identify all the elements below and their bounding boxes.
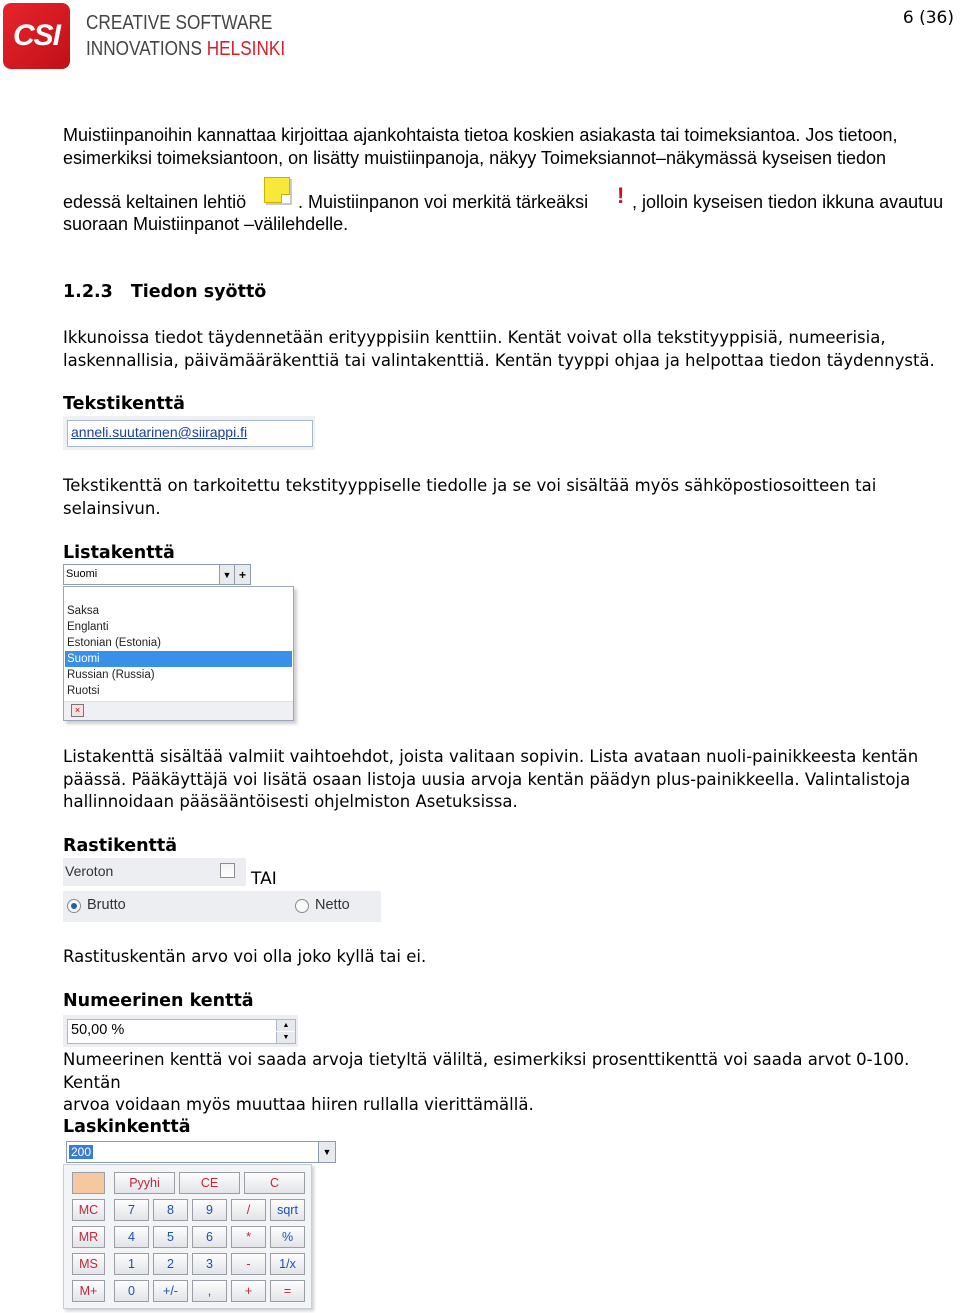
key-sqrt[interactable]: sqrt: [270, 1199, 305, 1221]
key-9[interactable]: 9: [192, 1199, 227, 1221]
key-plus-minus[interactable]: +/-: [153, 1280, 188, 1302]
key-ms[interactable]: MS: [72, 1253, 105, 1275]
key-4[interactable]: 4: [114, 1226, 149, 1248]
key-plus[interactable]: +: [231, 1280, 266, 1302]
memory-indicator: [72, 1172, 105, 1194]
checkfield-heading: Rastikenttä: [63, 836, 178, 856]
section-paragraph: Ikkunoissa tiedot täydennetään erityyppisiin kenttiin. Kentät voivat olla tekstityyppisiä, numeerisia, laskennallisia, päivämääräkenttiä tai valintakenttiä. Kentän tyyppi ohjaa ja helpottaa tiedon täydennystä.: [63, 328, 935, 370]
logo-line-1: CREATIVE SOFTWARE: [86, 12, 273, 34]
key-6[interactable]: 6: [192, 1226, 227, 1248]
clear-icon[interactable]: ×: [71, 704, 84, 717]
calculator-field[interactable]: [66, 1141, 336, 1163]
list-item-selected[interactable]: Suomi: [65, 651, 292, 667]
list-item[interactable]: Englanti: [67, 621, 109, 633]
spin-up-icon[interactable]: ▲: [276, 1020, 295, 1031]
numfield-description: Numeerinen kenttä voi saada arvoja tietyltä väliltä, esimerkiksi prosenttikenttä voi saada arvot 0-100. Kentän arvoa voidaan myös muuttaa hiiren rullalla vierittämällä.: [63, 1050, 910, 1114]
key-2[interactable]: 2: [153, 1253, 188, 1275]
spin-down-icon[interactable]: ▼: [276, 1032, 295, 1043]
key-ce[interactable]: CE: [179, 1172, 240, 1194]
list-item[interactable]: Saksa: [67, 605, 99, 617]
brutto-radio[interactable]: [67, 899, 81, 913]
radio-row: [63, 891, 381, 922]
netto-label: Netto: [315, 897, 350, 913]
calculator-value: 200: [71, 1145, 92, 1159]
key-8[interactable]: 8: [153, 1199, 188, 1221]
key-5[interactable]: 5: [153, 1226, 188, 1248]
key-equals[interactable]: =: [270, 1280, 305, 1302]
checkbox-row: [63, 858, 246, 886]
key-clear-all[interactable]: Pyyhi: [114, 1172, 175, 1194]
logo-wordmark: [86, 10, 285, 62]
key-c[interactable]: C: [244, 1172, 305, 1194]
section-heading: 1.2.3 Tiedon syöttö: [63, 282, 267, 302]
key-0[interactable]: 0: [114, 1280, 149, 1302]
intro-paragraph: Muistiinpanoihin kannattaa kirjoittaa ajankohtaista tietoa koskien asiakasta tai toimeksiantoa. Jos tietoon, esimerkiksi toimeksiantoon, on lisätty muistiinpanoja, näkyy Toimeksiannot–näkymässä kyseisen tiedon: [63, 125, 898, 168]
netto-radio[interactable]: [295, 899, 309, 913]
key-percent[interactable]: %: [270, 1226, 305, 1248]
dropdown-arrow-icon[interactable]: ▼: [219, 565, 234, 584]
key-mplus[interactable]: M+: [72, 1280, 105, 1302]
listfield-description: Listakenttä sisältää valmiit vaihtoehdot, joista valitaan sopivin. Lista avataan nuoli-painikkeesta kentän päässä. Pääkäyttäjä voi lisätä osaan listoja uusia arvoja kentän päädyn plus-painikkeella. Valintalistoja hallinnoidaan pääsääntöisesti ohjelmiston Asetuksissa.: [63, 747, 919, 811]
list-item[interactable]: Ruotsi: [67, 685, 100, 697]
calculator-toggle-arrow-icon[interactable]: ▼: [318, 1142, 335, 1162]
key-mc[interactable]: MC: [72, 1199, 105, 1221]
language-combo[interactable]: [63, 564, 251, 585]
intro-line-3c: , jolloin kyseisen tiedon ikkuna avautuu: [632, 192, 944, 212]
add-value-button[interactable]: +: [234, 565, 250, 584]
list-item[interactable]: Russian (Russia): [67, 669, 155, 681]
key-minus[interactable]: -: [231, 1253, 266, 1275]
csi-logo: CSI: [3, 3, 70, 69]
textfield-description: Tekstikenttä on tarkoitettu tekstityyppiselle tiedolle ja se voi sisältää myös sähköpostiosoitteen tai selainsivun.: [63, 476, 877, 518]
key-divide[interactable]: /: [231, 1199, 266, 1221]
exclamation-icon: !: [617, 183, 625, 208]
dropdown-footer: [64, 701, 293, 720]
percent-numeric-field[interactable]: [67, 1019, 296, 1044]
brutto-label: Brutto: [87, 897, 126, 913]
key-reciprocal[interactable]: 1/x: [270, 1253, 305, 1275]
or-text: TAI: [251, 869, 277, 889]
logo-line-2: INNOVATIONS HELSINKI: [86, 38, 286, 60]
key-comma[interactable]: ,: [192, 1280, 227, 1302]
yellow-note-icon: [264, 177, 290, 203]
checkfield-description: Rastituskentän arvo voi olla joko kyllä tai ei.: [63, 947, 427, 966]
textfield-heading: Tekstikenttä: [63, 394, 185, 414]
email-text-field[interactable]: anneli.suutarinen@siirappi.fi: [67, 420, 313, 447]
language-dropdown-list: [63, 586, 294, 721]
key-multiply[interactable]: *: [231, 1226, 266, 1248]
numfield-heading: Numeerinen kenttä: [63, 991, 254, 1011]
key-3[interactable]: 3: [192, 1253, 227, 1275]
key-mr[interactable]: MR: [72, 1226, 105, 1248]
veroton-checkbox[interactable]: [220, 863, 235, 878]
key-1[interactable]: 1: [114, 1253, 149, 1275]
checkbox-label: Veroton: [65, 863, 114, 879]
intro-line-3a: edessä keltainen lehtiö: [63, 192, 247, 212]
combo-value: Suomi: [66, 568, 98, 580]
numeric-value: 50,00 %: [71, 1022, 125, 1038]
intro-line-4: suoraan Muistiinpanot –välilehdelle.: [63, 214, 349, 234]
key-7[interactable]: 7: [114, 1199, 149, 1221]
listfield-heading: Listakenttä: [63, 543, 175, 563]
calculator-keypad: [63, 1164, 312, 1309]
calcfield-heading: Laskinkenttä: [63, 1117, 191, 1137]
page-number: 6 (36): [902, 8, 954, 28]
list-item[interactable]: Estonian (Estonia): [67, 637, 161, 649]
intro-line-3b: . Muistiinpanon voi merkitä tärkeäksi: [298, 192, 589, 212]
